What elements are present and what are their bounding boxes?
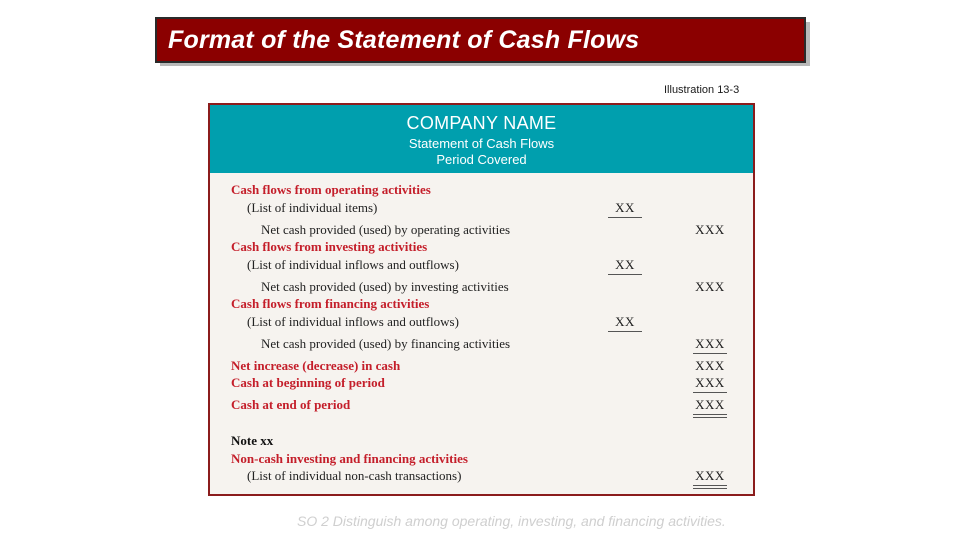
statement-name: Statement of Cash Flows (408, 136, 555, 151)
noncash-items-amount: XXX (695, 468, 725, 483)
investing-heading: Cash flows from investing activities (231, 239, 428, 254)
net-change-label: Net increase (decrease) in cash (231, 358, 401, 373)
company-name: COMPANY NAME (406, 113, 557, 133)
slide-footer: SO 2 Distinguish among operating, investing, and financing activities. (297, 513, 726, 529)
financing-items-amount: XX (615, 314, 635, 329)
financing-items: (List of individual inflows and outflows) (247, 314, 459, 329)
illustration-label: Illustration 13-3 (664, 84, 740, 96)
financing-total-line (693, 353, 727, 354)
beginning-cash-label: Cash at beginning of period (231, 375, 385, 390)
beginning-cash-line (693, 392, 727, 393)
investing-net: Net cash provided (used) by investing activities (261, 279, 509, 294)
net-change-amount: XXX (695, 358, 725, 373)
operating-subtotal-line (608, 217, 642, 218)
slide-title-bar (155, 17, 806, 63)
ending-cash-label: Cash at end of period (231, 397, 351, 412)
financing-heading: Cash flows from financing activities (231, 296, 430, 311)
operating-items-amount: XX (615, 200, 635, 215)
ending-cash-amount: XXX (695, 397, 725, 412)
financing-subtotal-line (608, 331, 642, 332)
operating-net-amount: XXX (695, 222, 725, 237)
beginning-cash-amount: XXX (695, 375, 725, 390)
operating-items: (List of individual items) (247, 200, 378, 215)
investing-items-amount: XX (615, 257, 635, 272)
statement-period: Period Covered (436, 152, 527, 167)
financing-net-amount: XXX (695, 336, 725, 351)
noncash-items: (List of individual non-cash transactions) (247, 468, 462, 483)
investing-items: (List of individual inflows and outflows) (247, 257, 459, 272)
operating-heading: Cash flows from operating activities (231, 182, 431, 197)
cash-flow-statement (208, 103, 755, 496)
note-label: Note xx (231, 433, 274, 448)
ending-cash-double-line (693, 414, 727, 418)
noncash-double-line (693, 485, 727, 489)
investing-net-amount: XXX (695, 279, 725, 294)
slide-title: Format of the Statement of Cash Flows (168, 25, 640, 54)
noncash-heading: Non-cash investing and financing activities (231, 451, 468, 466)
operating-net: Net cash provided (used) by operating activities (261, 222, 511, 237)
investing-subtotal-line (608, 274, 642, 275)
financing-net: Net cash provided (used) by financing activities (261, 336, 511, 351)
statement-header (210, 105, 753, 173)
